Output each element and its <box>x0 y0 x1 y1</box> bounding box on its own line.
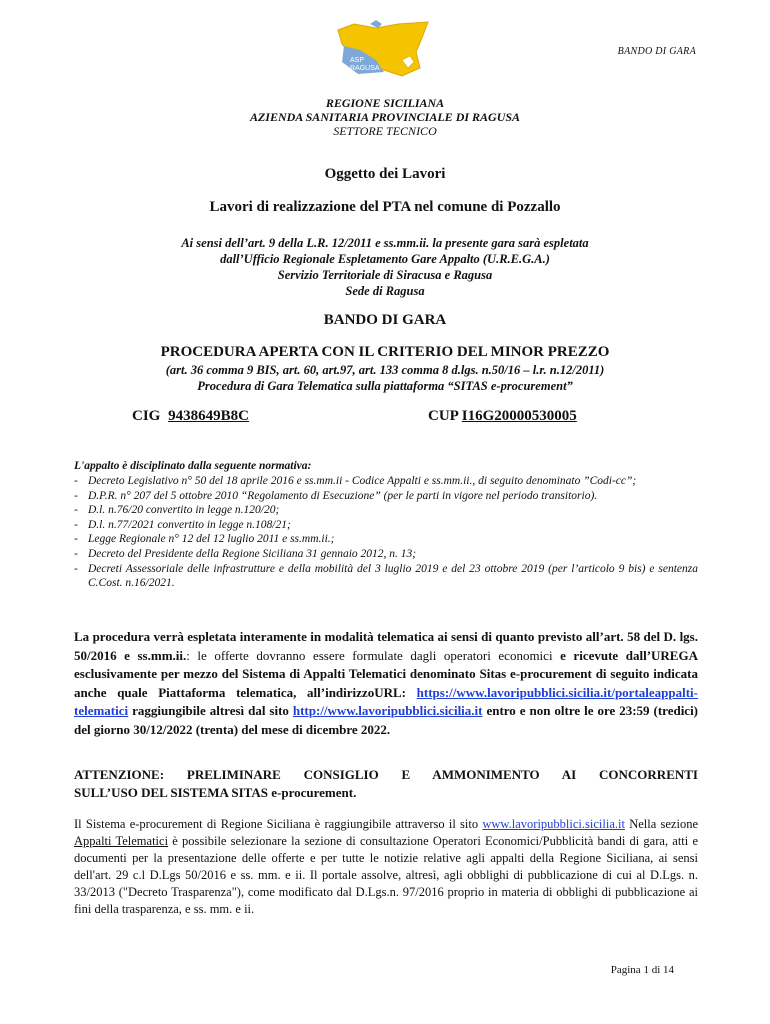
sistema-paragraph <box>74 816 698 918</box>
region-line: REGIONE SICILIANA <box>325 96 445 110</box>
normativa-item: - D.l. n.76/20 convertito in legge n.120/20; <box>74 503 698 518</box>
cup-value: I16G20000530005 <box>461 408 577 424</box>
bando-title: BANDO DI GARA <box>323 312 447 328</box>
logo-text-asp: ASP <box>350 57 365 64</box>
logo-text-ragusa: RAGUSA <box>350 65 380 72</box>
procedure-paragraph <box>74 628 698 739</box>
page-number: Pagina 1 di 14 <box>610 964 674 976</box>
normativa-item: - Decreto Legislativo n° 50 del 18 aprile 2016 e ss.mm.ii - Codice Appalti e ss.mm.ii., di seguito denominato ”Codi-cc”; <box>74 474 698 489</box>
attenzione-line-2: SULL’USO DEL SISTEMA SITAS e-procurement. <box>74 785 357 800</box>
intro-line-2: dall’Ufficio Regionale Espletamento Gare Appalto (U.R.E.G.A.) <box>220 252 550 266</box>
cig-label: CIG <box>132 408 161 424</box>
cup-label: CUP <box>428 408 458 424</box>
procedura-articles: (art. 36 comma 9 BIS, art. 60, art.97, art. 133 comma 8 d.lgs. n.50/16 – l.r. n.12/2011) <box>165 363 605 377</box>
procedura-platform: Procedura di Gara Telematica sulla piattaforma “SITAS e-procurement” <box>197 379 573 393</box>
normativa-list <box>74 474 698 591</box>
procedure-text-5: entro e non oltre le ore 23:59 (tredici) del giorno 30/12/2022 (trenta) del mese di dicembre 2022. <box>74 703 699 737</box>
normativa-item: - D.l. n.77/2021 convertito in legge n.108/21; <box>74 518 698 533</box>
procedure-text-2: : le offerte dovranno essere formulate dagli operatori economici <box>186 647 561 663</box>
intro-line-3: Servizio Territoriale di Siracusa e Ragusa <box>277 268 493 282</box>
normativa-item: - D.P.R. n° 207 del 5 ottobre 2010 “Regolamento di Esecuzione” (per le parti in vigore nel periodo transitorio). <box>74 489 698 504</box>
oggetto-heading: Oggetto dei Lavori <box>324 166 446 182</box>
normativa-item: - Decreto del Presidente della Regione Siciliana 31 gennaio 2012, n. 13; <box>74 547 698 562</box>
cig-field <box>132 408 374 425</box>
site-link[interactable]: http://www.lavoripubblici.sicilia.it <box>292 703 483 718</box>
sistema-link[interactable]: www.lavoripubblici.sicilia.it <box>482 817 625 831</box>
cig-value: 9438649B8C <box>168 408 249 424</box>
sicily-map-icon <box>336 20 432 78</box>
sistema-text-2: Nella sezione <box>624 817 698 831</box>
procedure-text-4: raggiungibile altresì dal sito <box>128 703 293 718</box>
oggetto-title: Lavori di realizzazione del PTA nel comune di Pozzallo <box>209 199 561 215</box>
sistema-text-3: è possibile selezionare la sezione di consultazione Operatori Economici/Pubblicità bandi di gara, atti e documenti per la presentazione delle offerte e per tutte le notizie relative agli appalti della Regione Siciliana, ai sensi dell'art. 29 c.l D.Lgs 50/2016 e ss. mm. e ii. Il portale assolve, altresì, agli obblighi di pubblicazione di cui al D.Lgs. n. 33/2013 ("Decreto Trasparenza"), come modificato dal D.Lgs.n. 97/2016 proprio in materia di obblighi di pubblicazione ai fini della trasparenza, e ss. mm. e ii. <box>74 834 699 916</box>
normativa-title: L'appalto è disciplinato dalla seguente normativa: <box>74 460 312 472</box>
settore-line: SETTORE TECNICO <box>333 124 437 138</box>
normativa-item: - Legge Regionale n° 12 del 12 luglio 2011 e ss.mm.ii.; <box>74 532 698 547</box>
asp-ragusa-logo <box>336 20 432 78</box>
sistema-text-1: Il Sistema e-procurement di Regione Siciliana è raggiungibile attraverso il sito <box>74 817 483 831</box>
azienda-line: AZIENDA SANITARIA PROVINCIALE DI RAGUSA <box>249 110 521 124</box>
intro-line-4: Sede di Ragusa <box>345 284 425 298</box>
appalti-telematici-section: Appalti Telematici <box>74 834 169 848</box>
procedure-text-3: e ricevute dall’UREGA esclusivamente per mezzo del Sistema di Appalti Telematici denominato Sitas e-procurement di seguito indicata anche quale Piattaforma telematica, all’indirizzoURL: <box>74 647 698 700</box>
normativa-item: - Decreti Assessoriale delle infrastrutture e della mobilità del 3 luglio 2019 e del 23 ottobre 2019 (per l’articolo 9 bis) e sentenza C.Cost. n.16/2021. <box>74 562 698 591</box>
header-label: BANDO DI GARA <box>617 46 696 57</box>
attenzione-line-1: ATTENZIONE: PRELIMINARE CONSIGLIO E AMMONIMENTO AI CONCORRENTI <box>74 767 698 782</box>
cup-field <box>428 408 577 425</box>
procedure-text-1: La procedura verrà espletata interamente in modalità telematica ai sensi di quanto previsto all’art. 58 del D. lgs. 50/2016 e ss.mm.ii. <box>74 629 698 663</box>
portal-link[interactable]: https://www.lavoripubblici.sicilia.it/portaleappalti-telematici <box>74 684 698 718</box>
procedura-title: PROCEDURA APERTA CON IL CRITERIO DEL MINOR PREZZO <box>160 344 610 360</box>
intro-line-1: Ai sensi dell’art. 9 della L.R. 12/2011 e ss.mm.ii. la presente gara sarà espletata <box>181 236 589 250</box>
